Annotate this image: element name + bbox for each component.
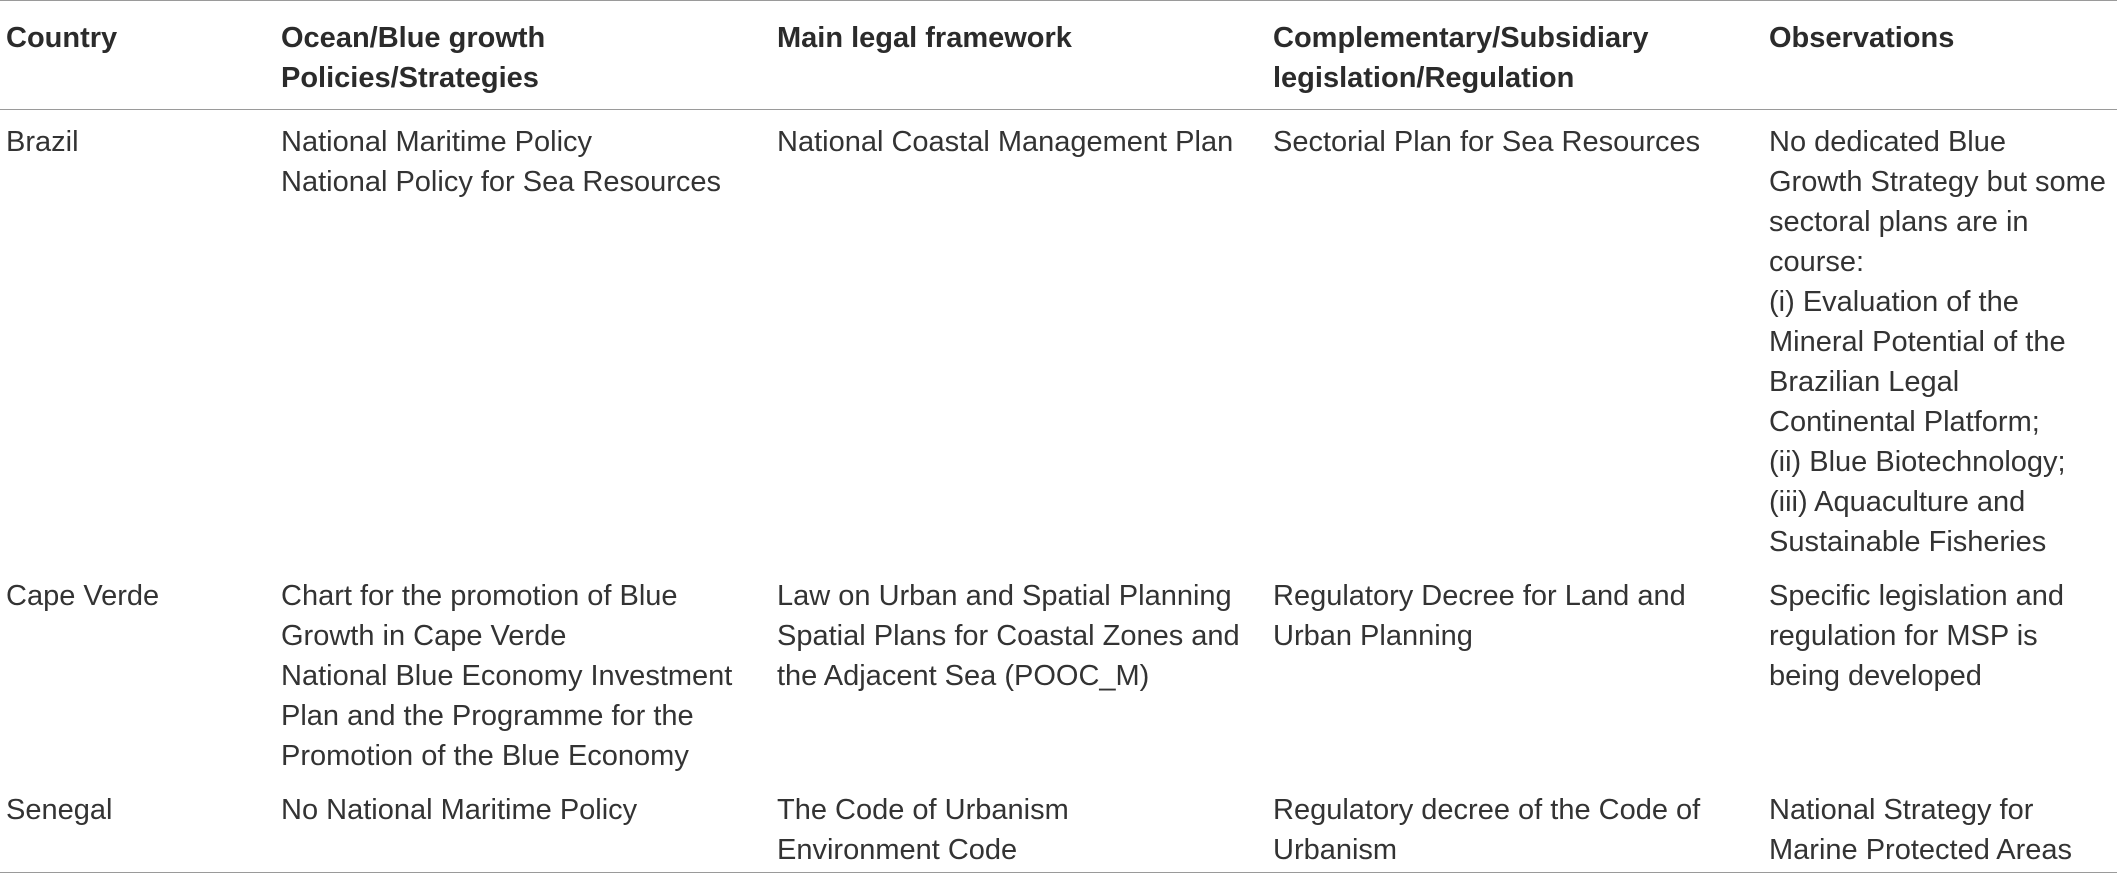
cell-country [0, 778, 275, 873]
cell-complementary [1267, 778, 1763, 873]
legal-item: Law on Urban and Spatial Planning [777, 580, 1232, 612]
policy-item: National Blue Economy Investment Plan and the Programme for the Promotion of the Blue Economy [281, 660, 741, 772]
observation-item: (iii) Aquaculture and Sustainable Fisheries [1769, 486, 2047, 558]
observation-item: No dedicated Blue Growth Strategy but some sectoral plans are in course: [1769, 126, 2114, 278]
cell-complementary [1267, 564, 1763, 778]
legal-item: Environment Code [777, 834, 1018, 866]
complementary-item: Sectorial Plan for Sea Resources [1273, 126, 1701, 158]
cell-country [0, 564, 275, 778]
header-policies: Ocean/Blue growth Policies/Strategies [281, 22, 546, 94]
cell-legal-framework [771, 564, 1267, 778]
cell-observations [1763, 564, 2117, 778]
policy-item: No National Maritime Policy [281, 794, 638, 826]
table-body [0, 110, 2117, 873]
cell-observations [1763, 778, 2117, 873]
policy-item: Chart for the promotion of Blue Growth in Cape Verde [281, 580, 686, 652]
header-legal-framework: Main legal framework [777, 22, 1072, 54]
observation-item: (ii) Blue Biotechnology; [1769, 446, 2066, 478]
cell-legal-framework [771, 110, 1267, 565]
cell-policies [275, 778, 771, 873]
observation-item: (i) Evaluation of the Mineral Potential of the Brazilian Legal Continental Platform; [1769, 286, 2074, 438]
cell-policies [275, 110, 771, 565]
cell-country [0, 110, 275, 565]
complementary-item: Regulatory Decree for Land and Urban Planning [1273, 580, 1694, 652]
table-row [0, 564, 2117, 778]
cell-complementary [1267, 110, 1763, 565]
table-header [0, 1, 2117, 110]
country-name: Brazil [6, 126, 79, 158]
complementary-item: Regulatory decree of the Code of Urbanism [1273, 794, 1709, 866]
cell-legal-framework [771, 778, 1267, 873]
observation-item: Specific legislation and regulation for MSP is being developed [1769, 580, 2073, 692]
legal-item: The Code of Urbanism [777, 794, 1069, 826]
legal-item: Spatial Plans for Coastal Zones and the Adjacent Sea (POOC_M) [777, 620, 1248, 692]
cell-policies [275, 564, 771, 778]
observation-item: National Strategy for Marine Protected Areas [1769, 794, 2073, 866]
table-row [0, 110, 2117, 565]
table-row [0, 778, 2117, 873]
country-name: Senegal [6, 794, 113, 826]
legal-item: National Coastal Management Plan [777, 126, 1234, 158]
header-country: Country [6, 22, 118, 54]
header-complementary: Complementary/Subsidiary legislation/Regulation [1273, 22, 1649, 94]
cell-observations [1763, 110, 2117, 565]
policy-item: National Policy for Sea Resources [281, 166, 722, 198]
header-row [0, 1, 2117, 110]
policy-item: National Maritime Policy [281, 126, 593, 158]
header-observations: Observations [1769, 22, 1955, 54]
country-name: Cape Verde [6, 580, 160, 612]
